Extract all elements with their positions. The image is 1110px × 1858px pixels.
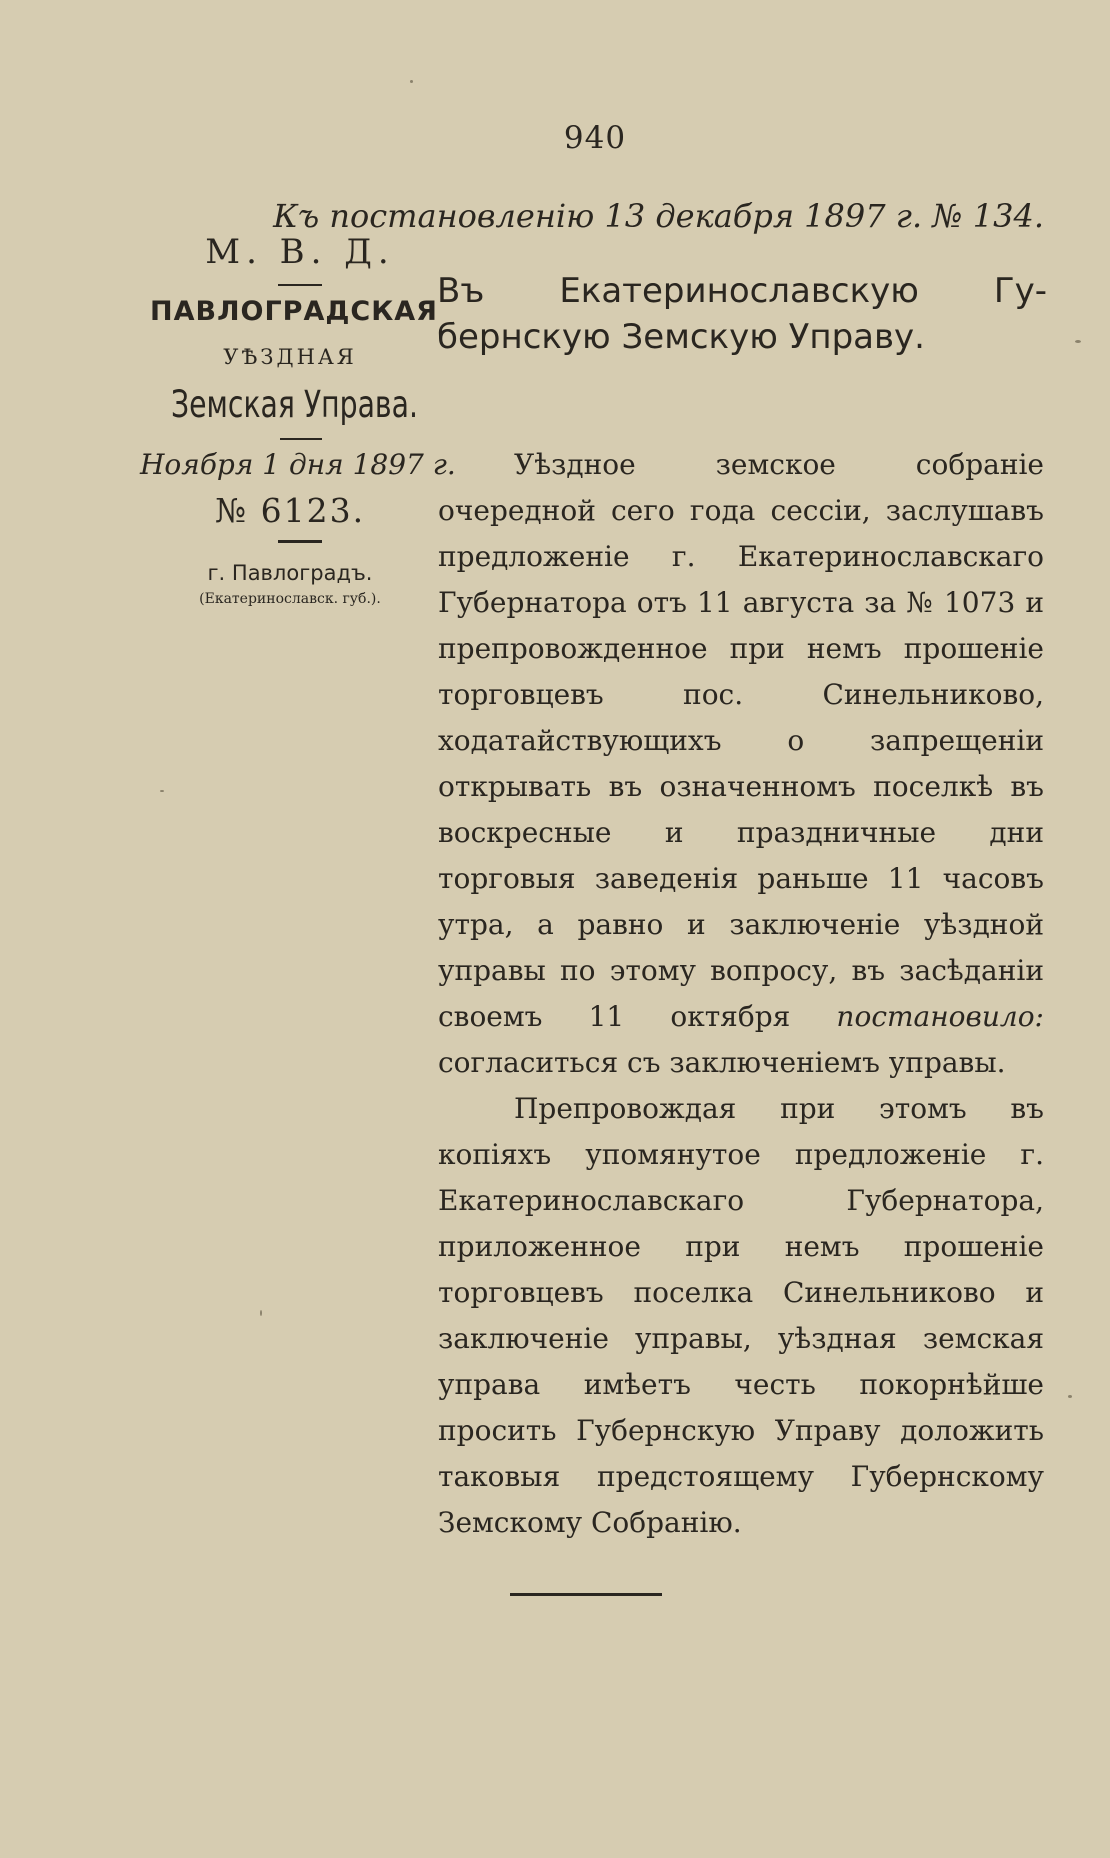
body-text-run: согласиться съ заключеніемъ управы.: [438, 1046, 1006, 1079]
letterhead-rule: [278, 284, 322, 286]
letterhead: [130, 232, 456, 607]
letter-date: Ноября 1 дня 1897 г.: [140, 448, 456, 481]
emphasized-word: постановило:: [836, 1000, 1044, 1033]
letter-body: [438, 442, 1044, 1546]
ministry-abbrev: М. В. Д.: [205, 232, 395, 272]
paper-speck: [1075, 340, 1081, 343]
paper-speck: [410, 80, 413, 83]
paper-speck: [1068, 1395, 1072, 1398]
body-text-run: Уѣздное земское собраніе очередной сего года сессіи, заслушавъ предложеніе г. Екатеринославскаго Губернатора отъ 11 августа за № 1073 и препровожденное при немъ прошеніе торговцевъ пос. Синельниково, ходатайствующихъ о запрещеніи открывать въ означенномъ поселкѣ въ воскресные и праздничные дни торговыя заведенія раньше 11 часовъ утра, а равно и заключеніе уѣздной управы по этому вопросу, въ засѣданіи своемъ 11 октября: [438, 448, 1044, 1033]
paper-speck: [160, 790, 164, 792]
uezd-label: УѢЗДНАЯ: [223, 345, 357, 369]
letterhead-rule: [280, 438, 322, 440]
page-number: 940: [563, 120, 627, 156]
closing-rule: [510, 1593, 662, 1596]
paper-speck: [260, 1310, 262, 1316]
body-paragraph: [438, 442, 1044, 1086]
addressee-line: Въ Екатеринославскую Гу-: [437, 271, 1047, 311]
board-name: Земская Управа.: [171, 383, 418, 426]
city-name: г. Павлоградъ.: [207, 561, 373, 585]
addressee-line: бернскую Земскую Управу.: [437, 317, 925, 357]
addressee: [437, 268, 1047, 360]
body-paragraph: Препровождая при этомъ въ копіяхъ упомянутое предложеніе г. Екатеринославскаго Губернатора, приложенное при немъ прошеніе торговцевъ поселка Синельниково и заключеніе управы, уѣздная земская управа имѣетъ честь покорнѣйше просить Губернскую Управу доложить таковыя предстоящему Губернскому Земскому Собранію.: [438, 1092, 1044, 1539]
letterhead-rule: [278, 540, 322, 543]
letter-number: № 6123.: [214, 491, 366, 530]
gubernia-name: (Екатеринославск. губ.).: [199, 591, 381, 607]
district-name: ПАВЛОГРАДСКАЯ: [150, 296, 438, 327]
resolution-reference: Къ постановленію 13 декабря 1897 г. № 134.: [273, 197, 1044, 235]
